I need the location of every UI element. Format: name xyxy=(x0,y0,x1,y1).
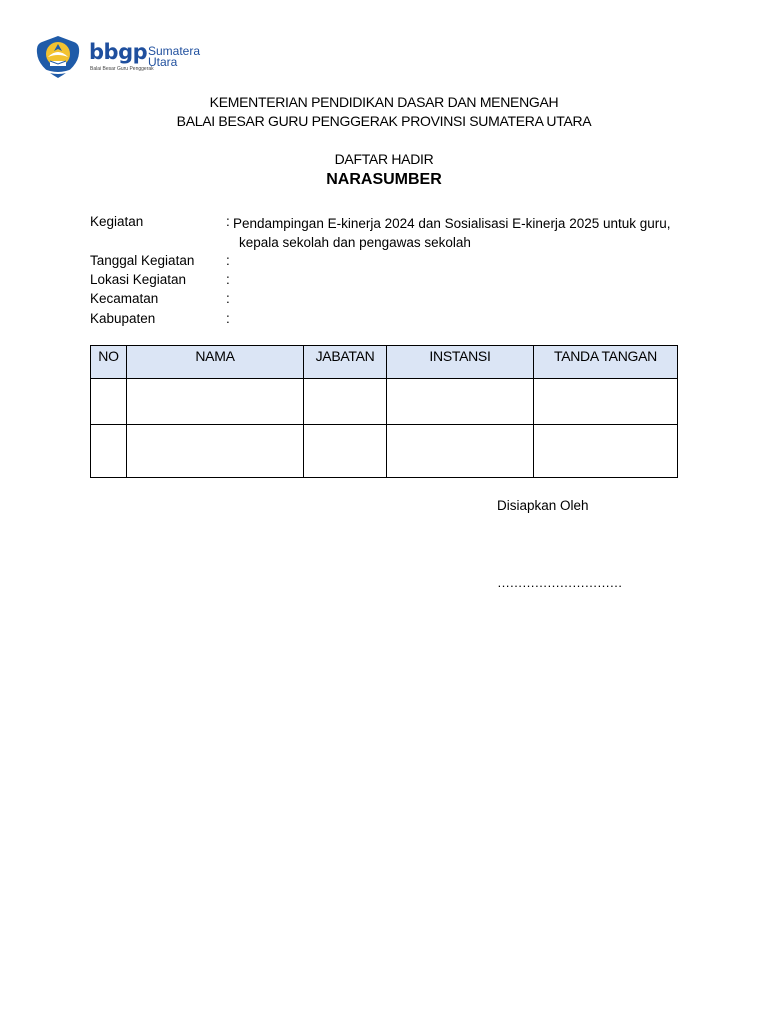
lokasi-colon: : xyxy=(226,272,230,287)
cell-tanda-tangan[interactable] xyxy=(534,379,678,425)
table-row xyxy=(91,425,678,478)
table-header-row xyxy=(91,346,678,379)
cell-instansi[interactable] xyxy=(387,379,534,425)
kegiatan-value-line1: Pendampingan E-kinerja 2024 dan Sosialisasi E-kinerja 2025 untuk guru, xyxy=(233,216,671,231)
cell-nama[interactable] xyxy=(127,425,304,478)
ministry-heading: KEMENTERIAN PENDIDIKAN DASAR DAN MENENGAH xyxy=(209,94,559,110)
tanggal-colon: : xyxy=(226,253,230,268)
logo-region-line2: Utara xyxy=(148,55,178,69)
institution-heading: BALAI BESAR GURU PENGGERAK PROVINSI SUMATERA UTARA xyxy=(176,113,592,129)
header-no: NO xyxy=(91,346,127,379)
logo-region-text xyxy=(148,46,200,68)
kegiatan-value-line2: kepala sekolah dan pengawas sekolah xyxy=(239,235,471,250)
tanggal-label: Tanggal Kegiatan xyxy=(90,253,195,268)
logo-tagline: Balai Besar Guru Penggerak xyxy=(90,66,154,72)
cell-no[interactable] xyxy=(91,379,127,425)
attendance-table xyxy=(90,345,678,478)
kabupaten-label: Kabupaten xyxy=(90,311,156,326)
prepared-by-label: Disiapkan Oleh xyxy=(497,498,589,513)
cell-jabatan[interactable] xyxy=(304,425,387,478)
header-nama: NAMA xyxy=(127,346,304,379)
header-tanda-tangan: TANDA TANGAN xyxy=(534,346,678,379)
kecamatan-colon: : xyxy=(226,291,230,306)
table-row xyxy=(91,379,678,425)
cell-instansi[interactable] xyxy=(387,425,534,478)
header-jabatan: JABATAN xyxy=(304,346,387,379)
kegiatan-value xyxy=(233,214,683,252)
kegiatan-colon: : xyxy=(226,214,230,229)
signature-line: ………………………… xyxy=(497,575,622,590)
kecamatan-label: Kecamatan xyxy=(90,291,159,306)
cell-tanda-tangan[interactable] xyxy=(534,425,678,478)
tut-wuri-handayani-emblem-icon xyxy=(36,35,80,79)
cell-jabatan[interactable] xyxy=(304,379,387,425)
logo-region-line1: Sumatera xyxy=(148,44,201,58)
logo-brand-text: bbgp xyxy=(89,40,148,64)
cell-nama[interactable] xyxy=(127,379,304,425)
bbgp-logo xyxy=(36,33,216,83)
header-instansi: INSTANSI xyxy=(387,346,534,379)
document-title: DAFTAR HADIR xyxy=(334,151,434,167)
kabupaten-colon: : xyxy=(226,311,230,326)
cell-no[interactable] xyxy=(91,425,127,478)
document-subtitle: NARASUMBER xyxy=(326,171,442,188)
lokasi-label: Lokasi Kegiatan xyxy=(90,272,187,287)
kegiatan-label: Kegiatan xyxy=(90,214,144,229)
